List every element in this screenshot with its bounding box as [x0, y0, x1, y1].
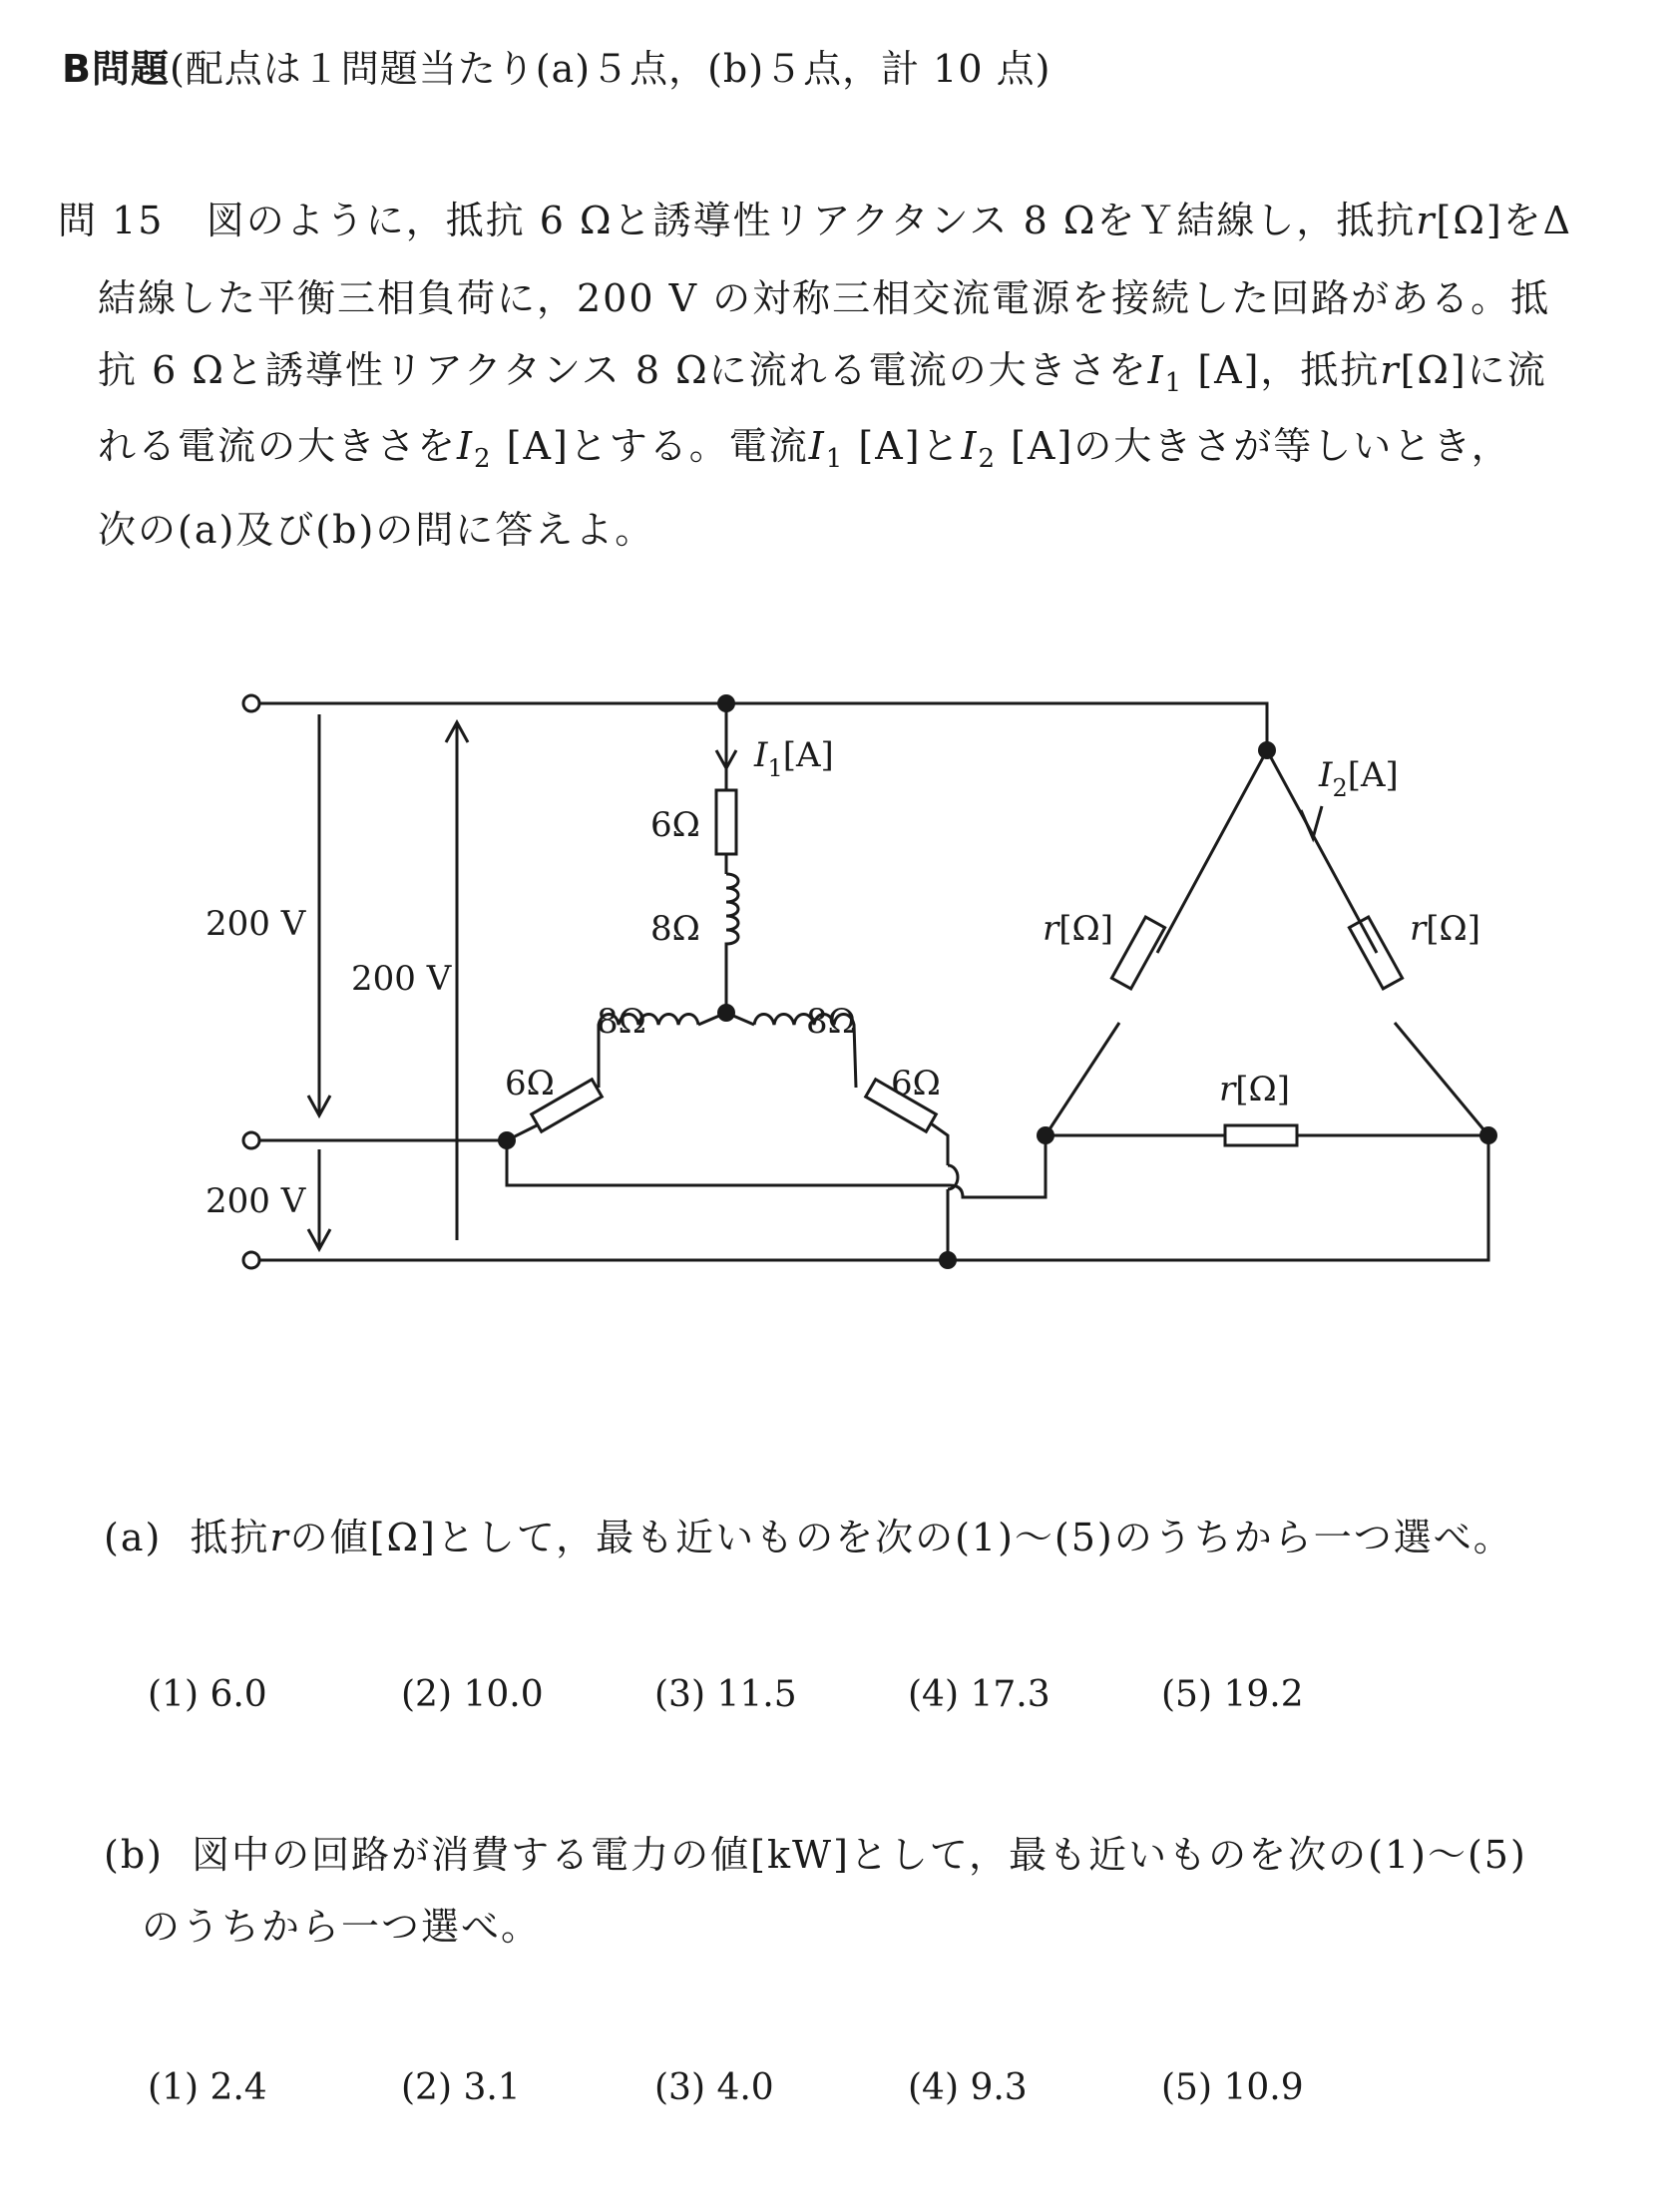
- part-b-label: (b): [104, 1833, 164, 1877]
- label-y-x-top: 8Ω: [650, 909, 700, 949]
- question-line-2: 結線した平衡三相負荷に，200 V の対称三相交流電源を接続した回路がある。抵: [98, 276, 1551, 320]
- label-voltage-ac: 200 V: [351, 959, 452, 999]
- question-line-5: 次の(a)及び(b)の問に答えよ。: [98, 508, 655, 552]
- label-delta-r-bottom: r[Ω]: [1219, 1070, 1290, 1109]
- current-arrow-i2: [1301, 806, 1322, 838]
- label-y-r-right: 6Ω: [891, 1064, 941, 1104]
- label-y-r-left: 6Ω: [505, 1064, 555, 1104]
- terminal-b: [243, 1132, 259, 1148]
- node-b: [498, 1131, 516, 1149]
- label-y-x-left: 8Ω: [597, 1002, 646, 1042]
- delta-resistor-left: [1111, 917, 1164, 989]
- part-a-label: (a): [104, 1516, 163, 1559]
- question-line-1: 問 15 図のように，抵抗 6 Ωと誘導性リアクタンス 8 ΩをＹ結線し，抵抗r[Ω]をΔ: [58, 199, 1573, 242]
- part-a-option-2: (2) 10.0: [401, 1674, 544, 1715]
- label-voltage-ab: 200 V: [206, 904, 306, 944]
- section-header: [62, 38, 1050, 93]
- part-b-option-5: (5) 10.9: [1161, 2067, 1304, 2108]
- delta-left-wire-top: [1157, 750, 1267, 953]
- node-delta-left: [1037, 1126, 1054, 1144]
- label-voltage-bc: 200 V: [206, 1181, 306, 1221]
- terminal-a: [243, 695, 259, 711]
- y-inductor-top: [726, 874, 738, 1013]
- y-resistor-top: [716, 790, 736, 854]
- part-a-option-4: (4) 17.3: [908, 1674, 1050, 1715]
- node-c: [939, 1251, 957, 1269]
- node-delta-top: [1258, 741, 1276, 759]
- section-title: B問題: [62, 47, 170, 91]
- question-number: 問 15: [58, 199, 165, 242]
- y-left-to-delta: [507, 1135, 1046, 1197]
- part-b-option-3: (3) 4.0: [654, 2067, 774, 2108]
- part-b-option-1: (1) 2.4: [148, 2067, 267, 2108]
- part-b-question-line-1: (b) 図中の回路が消費する電力の値[kW]として，最も近いものを次の(1)～(5): [104, 1833, 1527, 1877]
- node-delta-right: [1479, 1126, 1497, 1144]
- circuit-diagram: [0, 649, 1680, 1347]
- part-a-option-1: (1) 6.0: [148, 1674, 267, 1715]
- label-current-i1: $I_1[A]$: [754, 735, 834, 782]
- part-b-question-line-2: のうちから一つ選べ。: [142, 1905, 542, 1949]
- question-line-4: れる電流の大きさを$I_2$ [A]とする。電流$I_1$ [A]と$I_2$ [A]の大きさが等しいとき，: [98, 424, 1511, 474]
- part-b-option-2: (2) 3.1: [401, 2067, 521, 2108]
- label-delta-r-right: r[Ω]: [1410, 909, 1480, 949]
- label-y-r-top: 6Ω: [650, 805, 700, 845]
- question-line-3: 抗 6 Ωと誘導性リアクタンス 8 Ωに流れる電流の大きさを$I_1$ [A]，抵抗r[Ω]に流: [98, 348, 1547, 398]
- label-delta-r-left: r[Ω]: [1043, 909, 1113, 949]
- part-a-option-3: (3) 11.5: [654, 1674, 797, 1715]
- part-b-option-4: (4) 9.3: [908, 2067, 1028, 2108]
- terminal-c: [243, 1252, 259, 1268]
- node-a: [717, 694, 735, 712]
- label-y-x-right: 8Ω: [806, 1002, 856, 1042]
- points-note: (配点は１問題当たり(a)５点，(b)５点，計 10 点): [169, 47, 1051, 91]
- node-neutral: [717, 1004, 735, 1022]
- part-a-question: (a) 抵抗rの値[Ω]として，最も近いものを次の(1)～(5)のうちから一つ選べ。: [104, 1516, 1513, 1559]
- line-c: [259, 1135, 1488, 1260]
- label-current-i2: $I_2[A]$: [1319, 755, 1399, 802]
- delta-resistor-bottom: [1225, 1125, 1297, 1145]
- part-a-option-5: (5) 19.2: [1161, 1674, 1304, 1715]
